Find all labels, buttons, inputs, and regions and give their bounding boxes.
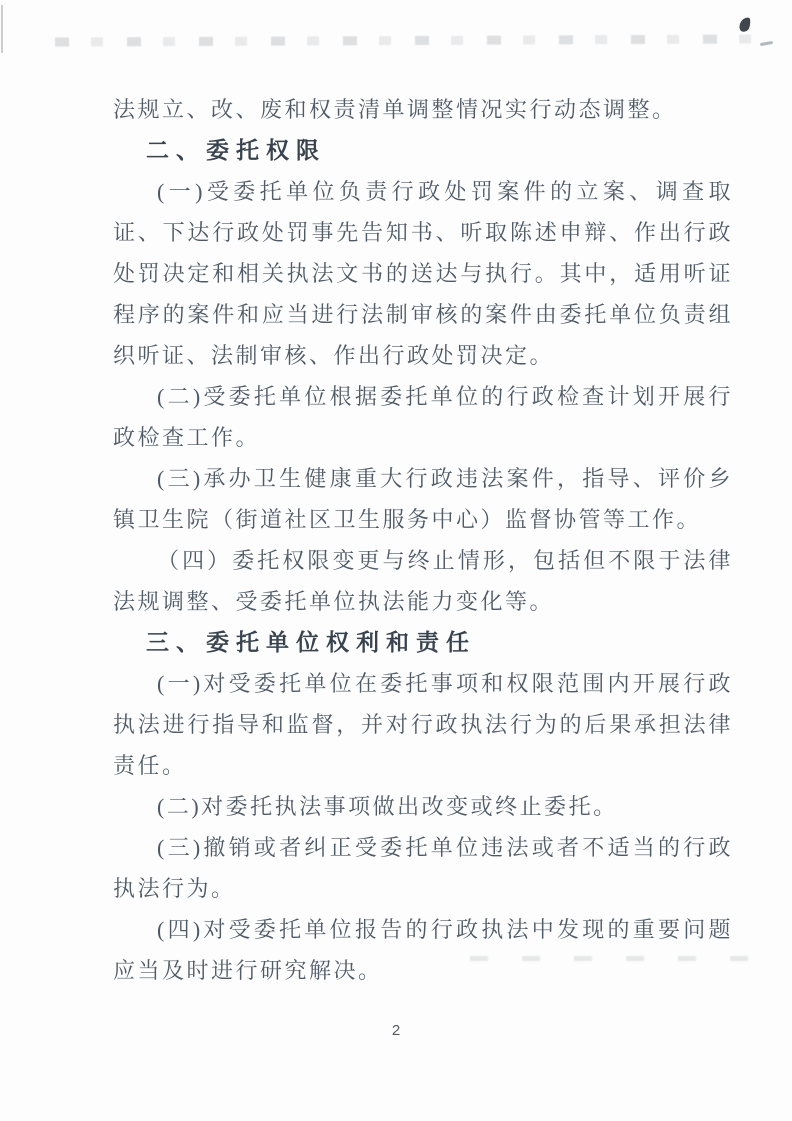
paragraph: (四)对受委托单位报告的行政执法中发现的重要问题应当及时进行研究解决。 bbox=[113, 917, 733, 983]
paragraph: (三)撤销或者纠正受委托单位违法或者不适当的行政执法行为。 bbox=[113, 835, 733, 901]
scan-edge-artifact bbox=[1, 5, 3, 53]
section-heading: 三、委托单位权利和责任 bbox=[146, 629, 476, 655]
paragraph: (二)对委托执法事项做出改变或终止委托。 bbox=[157, 794, 618, 819]
paragraph: (二)受委托单位根据委托单位的行政检查计划开展行政检查工作。 bbox=[113, 384, 733, 450]
ink-blot-artifact bbox=[738, 16, 752, 33]
paragraph: (一)对受委托单位在委托事项和权限范围内开展行政执法进行指导和监督，并对行政执法行为的后果承担法律责任。 bbox=[113, 671, 733, 778]
paragraph: (三)承办卫生健康重大行政违法案件，指导、评价乡镇卫生院（街道社区卫生服务中心）监督协管等工作。 bbox=[113, 466, 733, 532]
page-number: 2 bbox=[391, 1022, 401, 1039]
section-heading: 二、委托权限 bbox=[146, 137, 326, 163]
ink-dash-artifact bbox=[760, 41, 773, 46]
paragraph: （四）委托权限变更与终止情形，包括但不限于法律法规调整、受委托单位执法能力变化等。 bbox=[113, 548, 733, 614]
paragraph: 法规立、改、废和权责清单调整情况实行动态调整。 bbox=[113, 97, 677, 122]
paragraph: (一)受委托单位负责行政处罚案件的立案、调查取证、下达行政处罚事先告知书、听取陈述申辩、作出行政处罚决定和相关执法文书的送达与执行。其中，适用听证程序的案件和应当进行法制审核的案件由委托单位负责组织听证、法制审核、作出行政处罚决定。 bbox=[113, 179, 733, 368]
scan-smudge-top bbox=[55, 34, 770, 46]
document-body bbox=[113, 89, 733, 991]
